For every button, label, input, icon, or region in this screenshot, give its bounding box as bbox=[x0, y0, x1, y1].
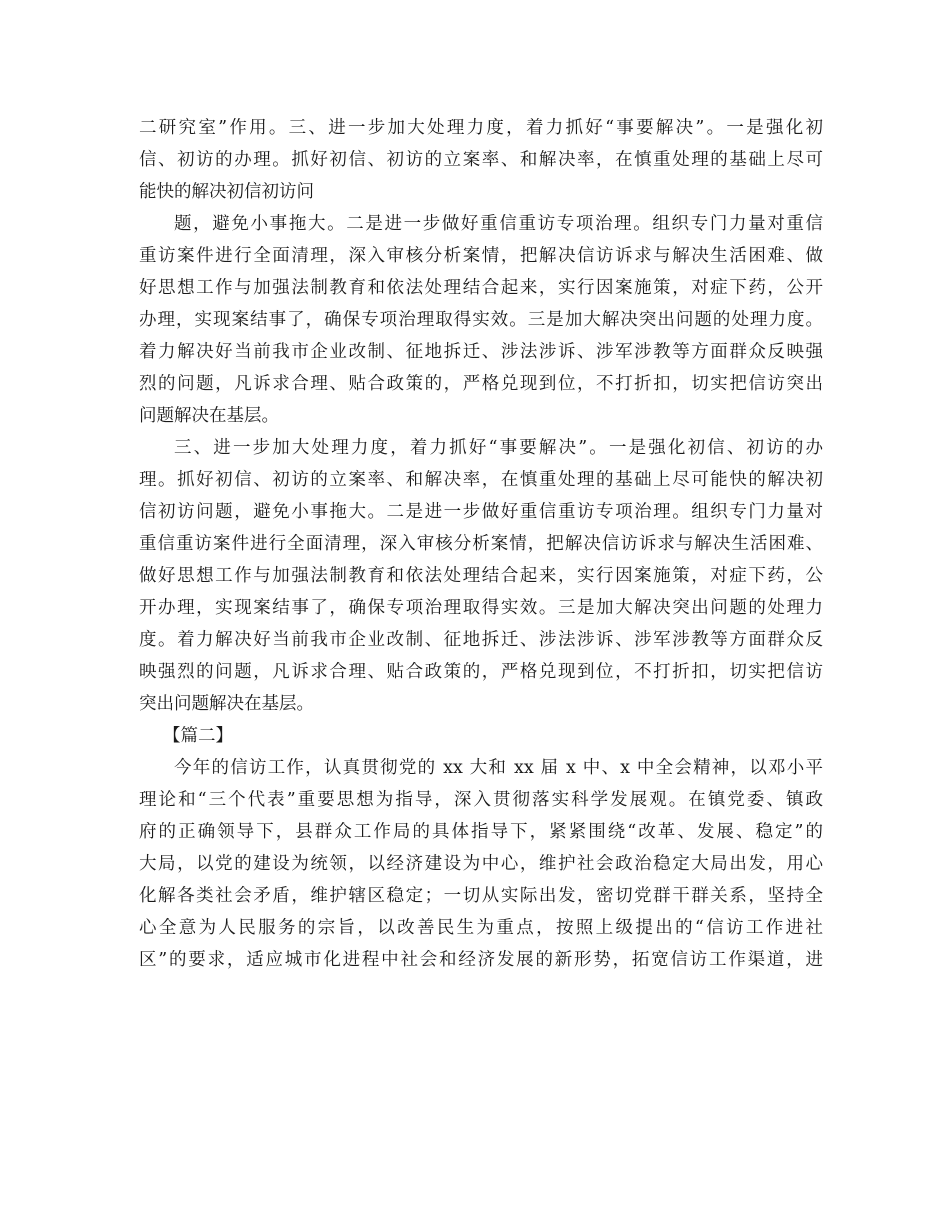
text-line: 心全意为人民服务的宗旨，以改善民生为重点，按照上级提出的“信访工作进社 bbox=[139, 918, 823, 938]
text-line: 区”的要求，适应城市化进程中社会和经济发展的新形势，拓宽信访工作渠道，进 bbox=[139, 950, 823, 970]
text-line: 办理，实现案结事了，确保专项治理取得实效。三是加大解决突出问题的处理力度。 bbox=[139, 310, 823, 330]
text-line: 烈的问题，凡诉求合理、贴合政策的，严格兑现到位，不打折扣，切实把信访突出 bbox=[139, 374, 823, 394]
text-line: 化解各类社会矛盾，维护辖区稳定；一切从实际出发，密切党群干群关系，坚持全 bbox=[139, 886, 823, 906]
text-line: 突出问题解决在基层。 bbox=[139, 694, 314, 714]
text-line: 重信重访案件进行全面清理，深入审核分析案情，把解决信访诉求与解决生活困难、 bbox=[139, 534, 823, 554]
text-line: 信初访问题，避免小事拖大。二是进一步做好重信重访专项治理。组织专门力量对 bbox=[139, 502, 823, 522]
text-line: 着力解决好当前我市企业改制、征地拆迁、涉法涉诉、涉军涉教等方面群众反映强 bbox=[139, 342, 823, 362]
text-line: 二研究室”作用。三、进一步加大处理力度，着力抓好“事要解决”。一是强化初 bbox=[139, 118, 823, 138]
text-line: 度。着力解决好当前我市企业改制、征地拆迁、涉法涉诉、涉军涉教等方面群众反 bbox=[139, 630, 823, 650]
text-line: 重访案件进行全面清理，深入审核分析案情，把解决信访诉求与解决生活困难、做 bbox=[139, 246, 823, 266]
text-line: 开办理，实现案结事了，确保专项治理取得实效。三是加大解决突出问题的处理力 bbox=[139, 598, 823, 618]
text-line: 府的正确领导下，县群众工作局的具体指导下，紧紧围绕“改革、发展、稳定”的 bbox=[139, 822, 823, 842]
section-heading: 【篇二】 bbox=[163, 726, 233, 746]
text-line: 映强烈的问题，凡诉求合理、贴合政策的，严格兑现到位，不打折扣，切实把信访 bbox=[139, 662, 823, 682]
text-line: 大局，以党的建设为统领，以经济建设为中心，维护社会政治稳定大局出发，用心 bbox=[139, 854, 823, 874]
text-line: 理。抓好初信、初访的立案率、和解决率，在慎重处理的基础上尽可能快的解决初 bbox=[139, 470, 823, 490]
text-line: 做好思想工作与加强法制教育和依法处理结合起来，实行因案施策，对症下药，公 bbox=[139, 566, 823, 586]
paragraph-3 bbox=[139, 432, 823, 720]
text-line: 题，避免小事拖大。二是进一步做好重信重访专项治理。组织专门力量对重信 bbox=[174, 214, 823, 234]
paragraph-2 bbox=[139, 208, 823, 432]
text-line: 今年的信访工作，认真贯彻党的 xx 大和 xx 届 x 中、x 中全会精神，以邓小平 bbox=[174, 758, 823, 778]
text-line: 信、初访的办理。抓好初信、初访的立案率、和解决率，在慎重处理的基础上尽可 bbox=[139, 150, 823, 170]
paragraph-1 bbox=[139, 112, 823, 208]
text-line: 理论和“三个代表”重要思想为指导，深入贯彻落实科学发展观。在镇党委、镇政 bbox=[139, 790, 823, 810]
document-body bbox=[139, 112, 823, 976]
text-line: 能快的解决初信初访问 bbox=[139, 182, 314, 202]
text-line: 三、进一步加大处理力度，着力抓好“事要解决”。一是强化初信、初访的办 bbox=[174, 438, 823, 458]
paragraph-4 bbox=[139, 752, 823, 976]
text-line: 问题解决在基层。 bbox=[139, 406, 279, 426]
text-line: 好思想工作与加强法制教育和依法处理结合起来，实行因案施策，对症下药，公开 bbox=[139, 278, 823, 298]
